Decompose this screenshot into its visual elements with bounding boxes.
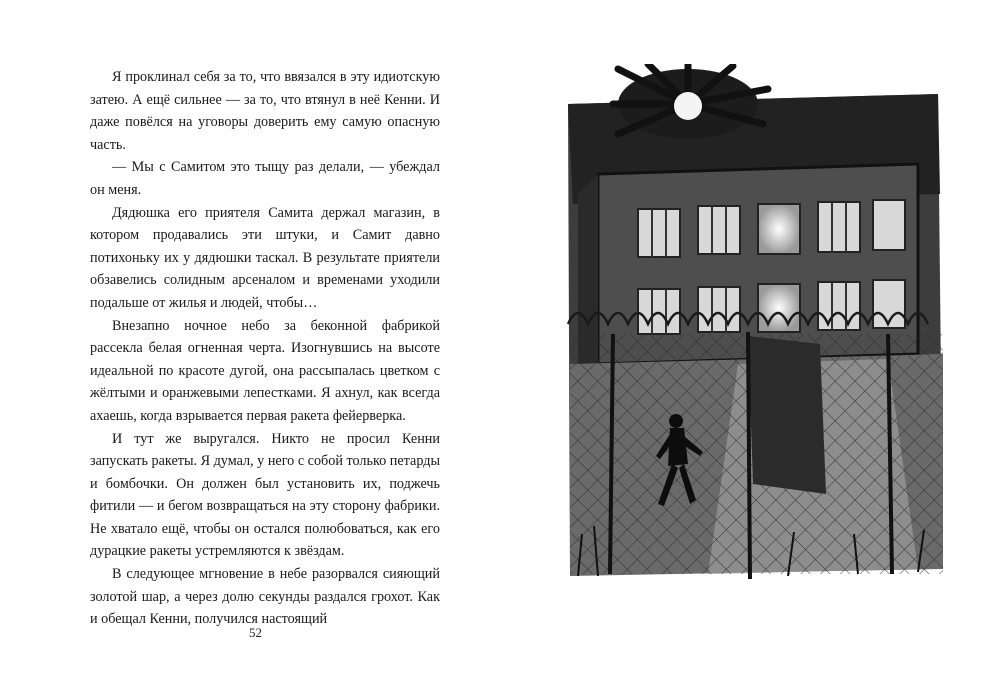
factory-night-illustration — [558, 64, 950, 592]
paragraph-1: Я проклинал себя за то, что ввязался в эту идиотскую затею. А ещё сильнее — за то, что втянул в неё Кенни. И даже повёлся на уговоры доверить ему самую опасную часть. — [90, 69, 440, 153]
page-number: 52 — [249, 625, 262, 640]
text-page — [90, 66, 440, 631]
ink-wash-drawing — [558, 64, 950, 592]
paragraph-5: И тут же выругался. Никто не просил Кенни запускать ракеты. Я думал, у него с собой только петарды и бомбочки. Он должен был установить их, поджечь фитили — и бегом возвращаться на эту сторону фабрики. Не хватало ещё, чтобы он остался полюбоваться, как его дурацкие ракеты устремляются к звёздам. — [90, 430, 441, 560]
paragraph-2: — Мы с Самитом это тыщу раз делали, — убеждал он меня. — [90, 159, 440, 198]
paragraph-4: Внезапно ночное небо за беконной фабрикой рассекла белая огненная черта. Изогнувшись на высоте идеальной по красоте дугой, она рассыпалась цветком с жёлтыми и оранжевыми лепестками. Я ахнул, как всегда ахаешь, когда взрывается первая ракета фейерверка. — [90, 317, 440, 424]
paragraph-3: Дядюшка его приятеля Самита держал магазин, в котором продавались эти штуки, и Самит давно потихоньку их у дядюшки таскал. В результате приятели обзавелись солидным арсеналом и временами уходили подальше от жилья и людей, чтобы… — [90, 204, 440, 311]
paragraph-6: В следующее мгновение в небе разорвался сияющий золотой шар, а через долю секунды раздался грохот. Как и обещал Кенни, получился настоящий — [90, 566, 440, 628]
